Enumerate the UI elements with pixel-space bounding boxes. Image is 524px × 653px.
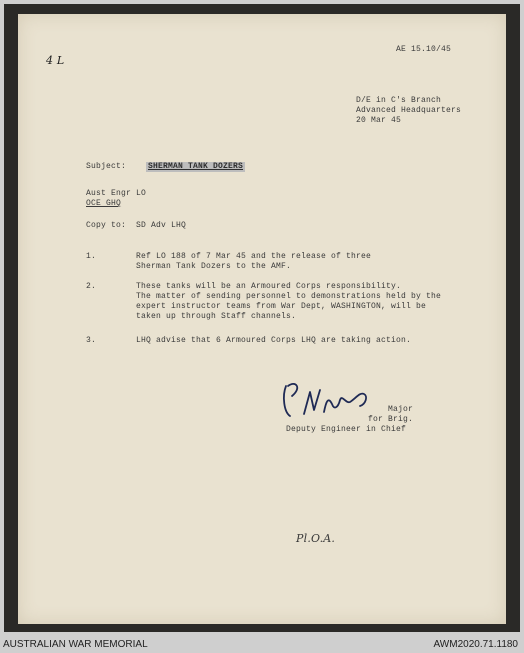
addressee-line-1: Aust Engr LO bbox=[86, 189, 147, 198]
para-2-line-3: expert instructor teams from War Dept, WASHINGTON, will be bbox=[86, 302, 427, 311]
subject-value: SHERMAN TANK DOZERS bbox=[148, 162, 244, 171]
para-2-line-2: The matter of sending personnel to demonstrations held by the bbox=[86, 292, 442, 301]
origin-line-1: D/E in C's Branch bbox=[356, 96, 442, 105]
signature-graphic bbox=[278, 374, 378, 424]
para-2-line-4: taken up through Staff channels. bbox=[86, 312, 297, 321]
handwritten-note: Pl.O.A. bbox=[296, 532, 336, 545]
footer-bar bbox=[0, 636, 524, 653]
subject-label: Subject: bbox=[86, 162, 127, 171]
para-3: 3. LHQ advise that 6 Armoured Corps LHQ are taking action. bbox=[86, 336, 412, 345]
sig-for: for Brig. bbox=[368, 415, 414, 424]
origin-line-2: Advanced Headquarters bbox=[356, 106, 462, 115]
reference-number: AE 15.10/45 bbox=[396, 45, 452, 54]
footer-accession-number: AWM2020.71.1180 bbox=[433, 639, 518, 650]
para-1-line-1: 1. Ref LO 188 of 7 Mar 45 and the release of three bbox=[86, 252, 372, 261]
origin-date: 20 Mar 45 bbox=[356, 116, 402, 125]
document-page bbox=[18, 14, 506, 624]
sig-rank: Major bbox=[388, 405, 414, 414]
corner-mark: 4 L bbox=[46, 54, 65, 67]
copy-to: Copy to: SD Adv LHQ bbox=[86, 221, 187, 230]
addressee-line-2: OCE GHQ bbox=[86, 199, 122, 208]
para-2-line-1: 2. These tanks will be an Armoured Corps responsibility. bbox=[86, 282, 402, 291]
sig-title: Deputy Engineer in Chief bbox=[286, 425, 407, 434]
para-1-line-2: Sherman Tank Dozers to the AMF. bbox=[86, 262, 292, 271]
footer-institution: AUSTRALIAN WAR MEMORIAL bbox=[3, 639, 148, 650]
